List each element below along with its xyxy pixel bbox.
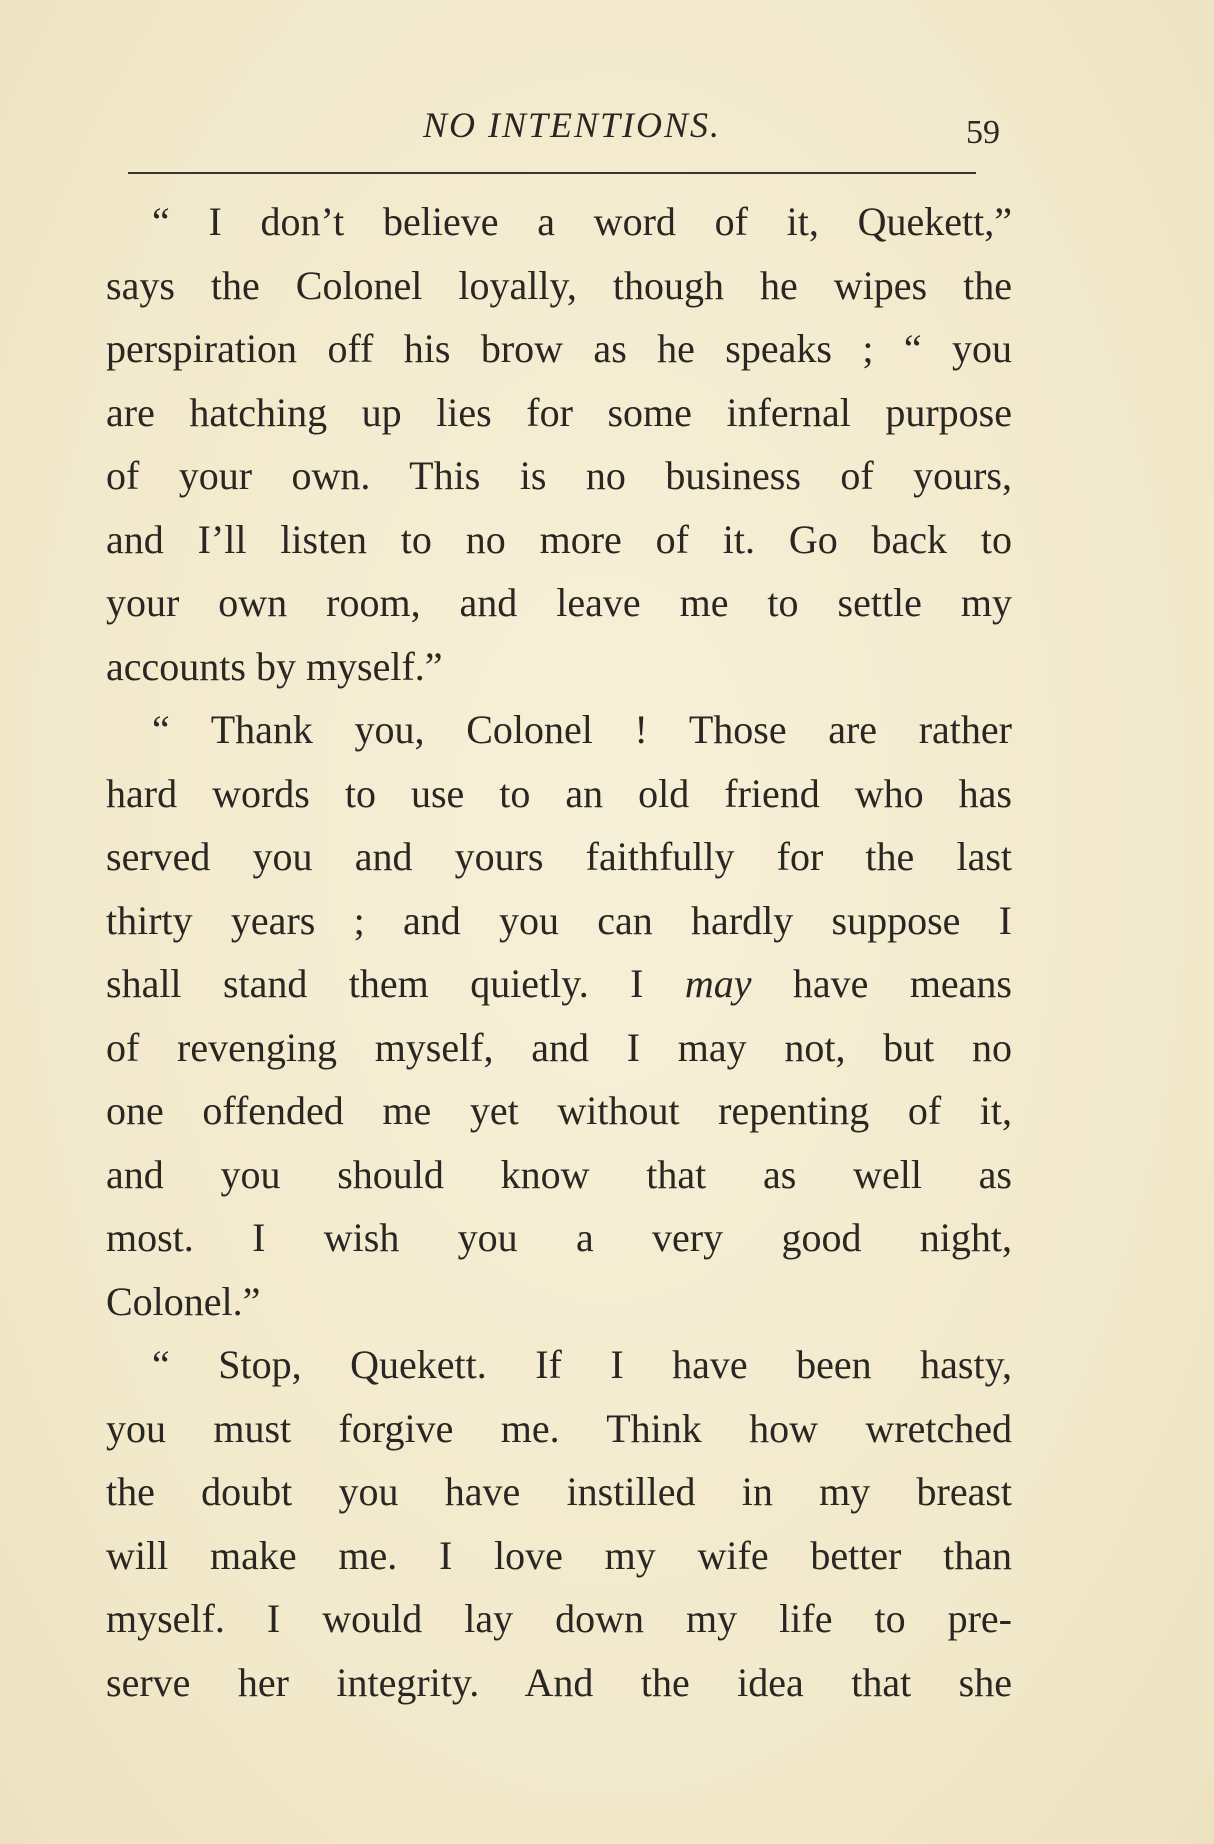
running-head [128,100,1016,150]
text-line: hard words to use to an old friend who has [106,770,1012,816]
text-line: “ I don’t believe a word of it, Quekett,” [152,199,1012,244]
body-text [106,190,1012,1714]
page-number: 59 [966,114,1000,151]
text-line: are hatching up lies for some infernal purpose [106,389,1012,435]
emphasized-word: may [684,961,752,1006]
text-line: one offended me yet without repenting of it, [106,1088,1012,1133]
text-line: “ Stop, Quekett. If I have been hasty, [152,1342,1012,1387]
text-segment: shall stand them quietly. I [106,961,685,1006]
text-line: most. I wish you a very good night, [106,1215,1012,1260]
header-rule [128,172,976,174]
text-line: and you should know that as well as [106,1151,1012,1197]
text-line: the doubt you have instilled in my breast [106,1469,1012,1514]
text-line: and I’ll listen to no more of it. Go back to [106,516,1012,562]
text-line: will make me. I love my wife better than [106,1532,1012,1578]
text-line: serve her integrity. And the idea that she [106,1659,1012,1705]
text-line: Colonel.” [106,1278,261,1324]
text-line: of revenging myself, and I may not, but no [106,1024,1012,1070]
running-head-title: NO INTENTIONS. [422,105,722,145]
text-line: your own room, and leave me to settle my [106,580,1012,625]
text-line: “ Thank you, Colonel ! Those are rather [152,707,1012,752]
text-line: of your own. This is no business of yours, [106,453,1012,498]
text-line: myself. I would lay down my life to pre- [106,1596,1012,1641]
text-line [106,952,1012,1016]
text-line: says the Colonel loyally, though he wipes the [106,262,1012,308]
text-line: perspiration off his brow as he speaks ; “ you [106,326,1012,371]
text-line: thirty years ; and you can hardly suppose I [106,897,1012,943]
text-line: you must forgive me. Think how wretched [106,1405,1012,1451]
text-line: served you and yours faithfully for the last [106,834,1012,879]
text-segment: have means [751,961,1013,1006]
text-line: accounts by myself.” [106,643,443,689]
